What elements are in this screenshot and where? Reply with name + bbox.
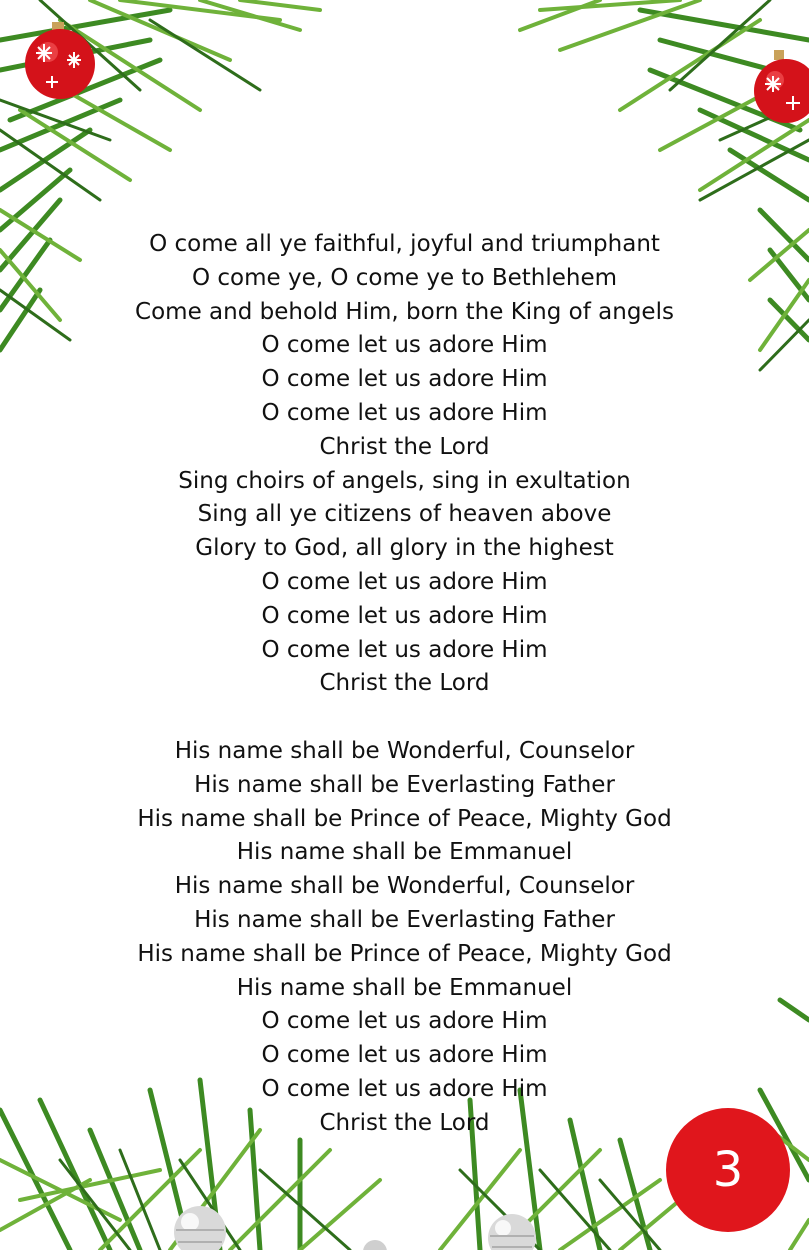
lyric-line: Christ the Lord (319, 433, 490, 460)
red-snowflake-ornament-icon (754, 50, 809, 123)
lyric-line: His name shall be Prince of Peace, Mighty God (137, 940, 672, 967)
lyric-line: O come let us adore Him (261, 568, 548, 595)
page-number-badge: 3 (666, 1108, 790, 1232)
lyric-line: His name shall be Wonderful, Counselor (174, 737, 635, 764)
lyric-line: O come let us adore Him (261, 399, 548, 426)
lyric-line: O come let us adore Him (261, 366, 548, 393)
lyric-line: O come let us adore Him (261, 1042, 548, 1069)
lyric-line: O come let us adore Him (261, 602, 548, 629)
lyric-line: Sing all ye citizens of heaven above (197, 501, 612, 528)
lyric-line: O come let us adore Him (261, 636, 548, 663)
lyric-line: His name shall be Wonderful, Counselor (174, 873, 635, 900)
lyric-line: His name shall be Everlasting Father (194, 771, 615, 798)
silver-ornament-icon (363, 1240, 387, 1250)
lyric-line: O come ye, O come ye to Bethlehem (191, 264, 618, 291)
lyric-line: His name shall be Prince of Peace, Mighty God (137, 805, 672, 832)
lyric-line: Glory to God, all glory in the highest (195, 535, 614, 562)
lyric-line: His name shall be Everlasting Father (194, 906, 615, 933)
lyric-line: His name shall be Emmanuel (236, 974, 573, 1001)
lyric-line: O come all ye faithful, joyful and triumphant (149, 231, 660, 257)
lyric-line: Come and behold Him, born the King of angels (135, 298, 674, 325)
lyric-line: His name shall be Emmanuel (236, 839, 573, 866)
lyric-line: O come let us adore Him (261, 332, 548, 359)
lyric-line: Christ the Lord (319, 670, 490, 697)
lyric-line: O come let us adore Him (261, 1008, 548, 1035)
lyrics-text (0, 228, 809, 1141)
lyric-line: Sing choirs of angels, sing in exultation (178, 467, 631, 494)
lyric-line: Christ the Lord (319, 1109, 490, 1136)
lyric-line: O come let us adore Him (261, 1075, 548, 1102)
stanza-break (0, 701, 809, 735)
